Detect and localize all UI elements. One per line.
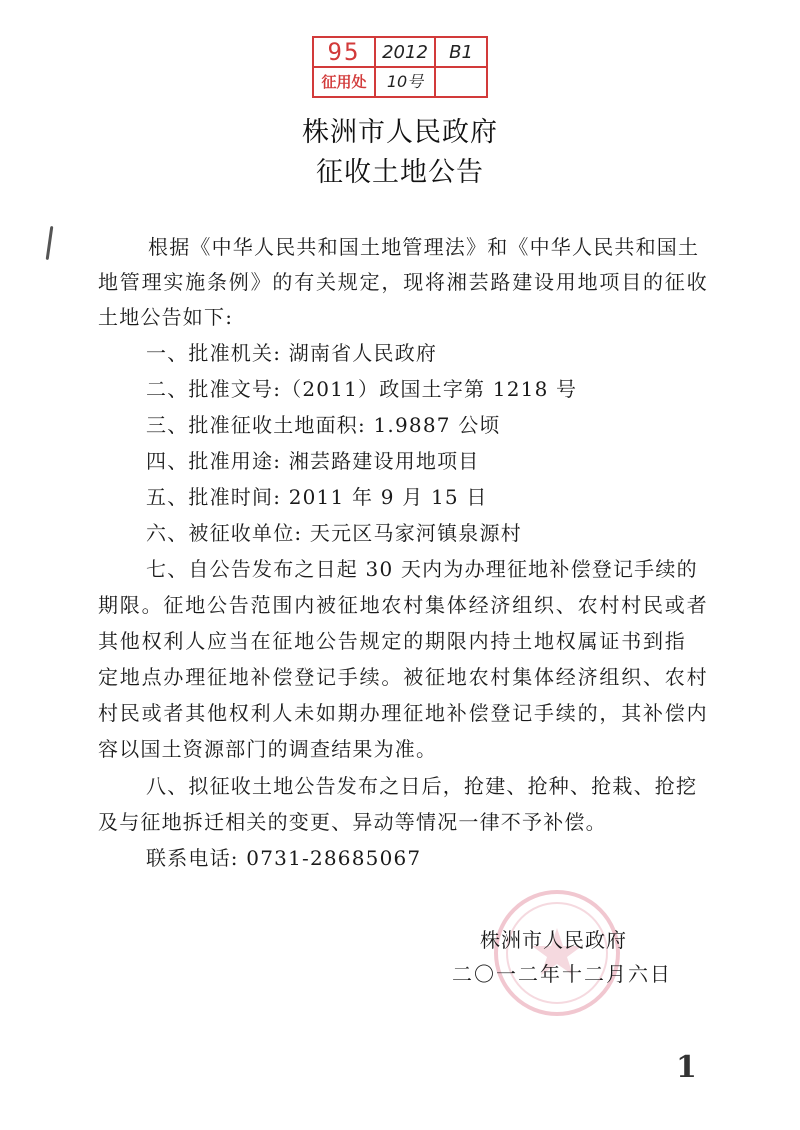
contact-phone: 联系电话: 0731-28685067 <box>146 846 422 870</box>
notice-item7-line: 期限。征地公告范围内被征地农村集体经济组织、农村村民或者 <box>98 593 709 617</box>
notice-item7-line: 容以国土资源部门的调查结果为准。 <box>98 737 438 761</box>
title-issuer: 株洲市人民政府 <box>302 117 498 148</box>
notice-item8-line: 及与征地拆迁相关的变更、异动等情况一律不予补偿。 <box>98 810 607 834</box>
stamp-blank-cell <box>436 68 486 96</box>
seal-star-icon <box>498 894 616 1012</box>
notice-item7-line: 定地点办理征地补偿登记手续。被征地农村集体经济组织、农村 <box>98 665 709 689</box>
notice-item: 二、批准文号:（2011）政国土字第 1218 号 <box>146 377 578 401</box>
page-number: 1 <box>676 1050 697 1085</box>
notice-item: 五、批准时间: 2011 年 9 月 15 日 <box>146 485 488 509</box>
notice-item8-line: 八、拟征收土地公告发布之日后，抢建、抢种、抢栽、抢挖 <box>146 774 698 798</box>
stamp-number: 95 <box>314 38 376 68</box>
intro-line: 地管理实施条例》的有关规定，现将湘芸路建设用地项目的征收 <box>98 270 709 294</box>
notice-item7-line: 村民或者其他权利人未如期办理征地补偿登记手续的，其补偿内 <box>98 701 709 725</box>
notice-item7-line: 七、自公告发布之日起 30 天内为办理征地补偿登记手续的 <box>146 557 698 581</box>
notice-item7-line: 其他权利人应当在征地公告规定的期限内持土地权属证书到指 <box>98 629 687 653</box>
registration-stamp <box>312 36 488 98</box>
notice-item: 三、批准征收土地面积: 1.9887 公顷 <box>146 413 501 437</box>
stamp-code: B1 <box>436 38 486 68</box>
title-notice: 征收土地公告 <box>316 157 484 188</box>
intro-line: 土地公告如下: <box>98 305 234 329</box>
notice-item: 六、被征收单位: 天元区马家河镇泉源村 <box>146 521 522 545</box>
official-seal <box>494 890 620 1016</box>
stamp-year: 2012 <box>376 38 436 68</box>
stamp-count: 10号 <box>376 68 436 96</box>
notice-item: 四、批准用途: 湘芸路建设用地项目 <box>146 449 480 473</box>
notice-item: 一、批准机关: 湖南省人民政府 <box>146 341 438 365</box>
stamp-office: 征用处 <box>314 68 376 96</box>
signature-issuer: 株洲市人民政府 <box>480 928 627 952</box>
signature-date: 二〇一二年十二月六日 <box>452 962 672 986</box>
intro-line: 根据《中华人民共和国土地管理法》和《中华人民共和国土 <box>148 235 700 259</box>
scan-mark <box>46 226 54 260</box>
